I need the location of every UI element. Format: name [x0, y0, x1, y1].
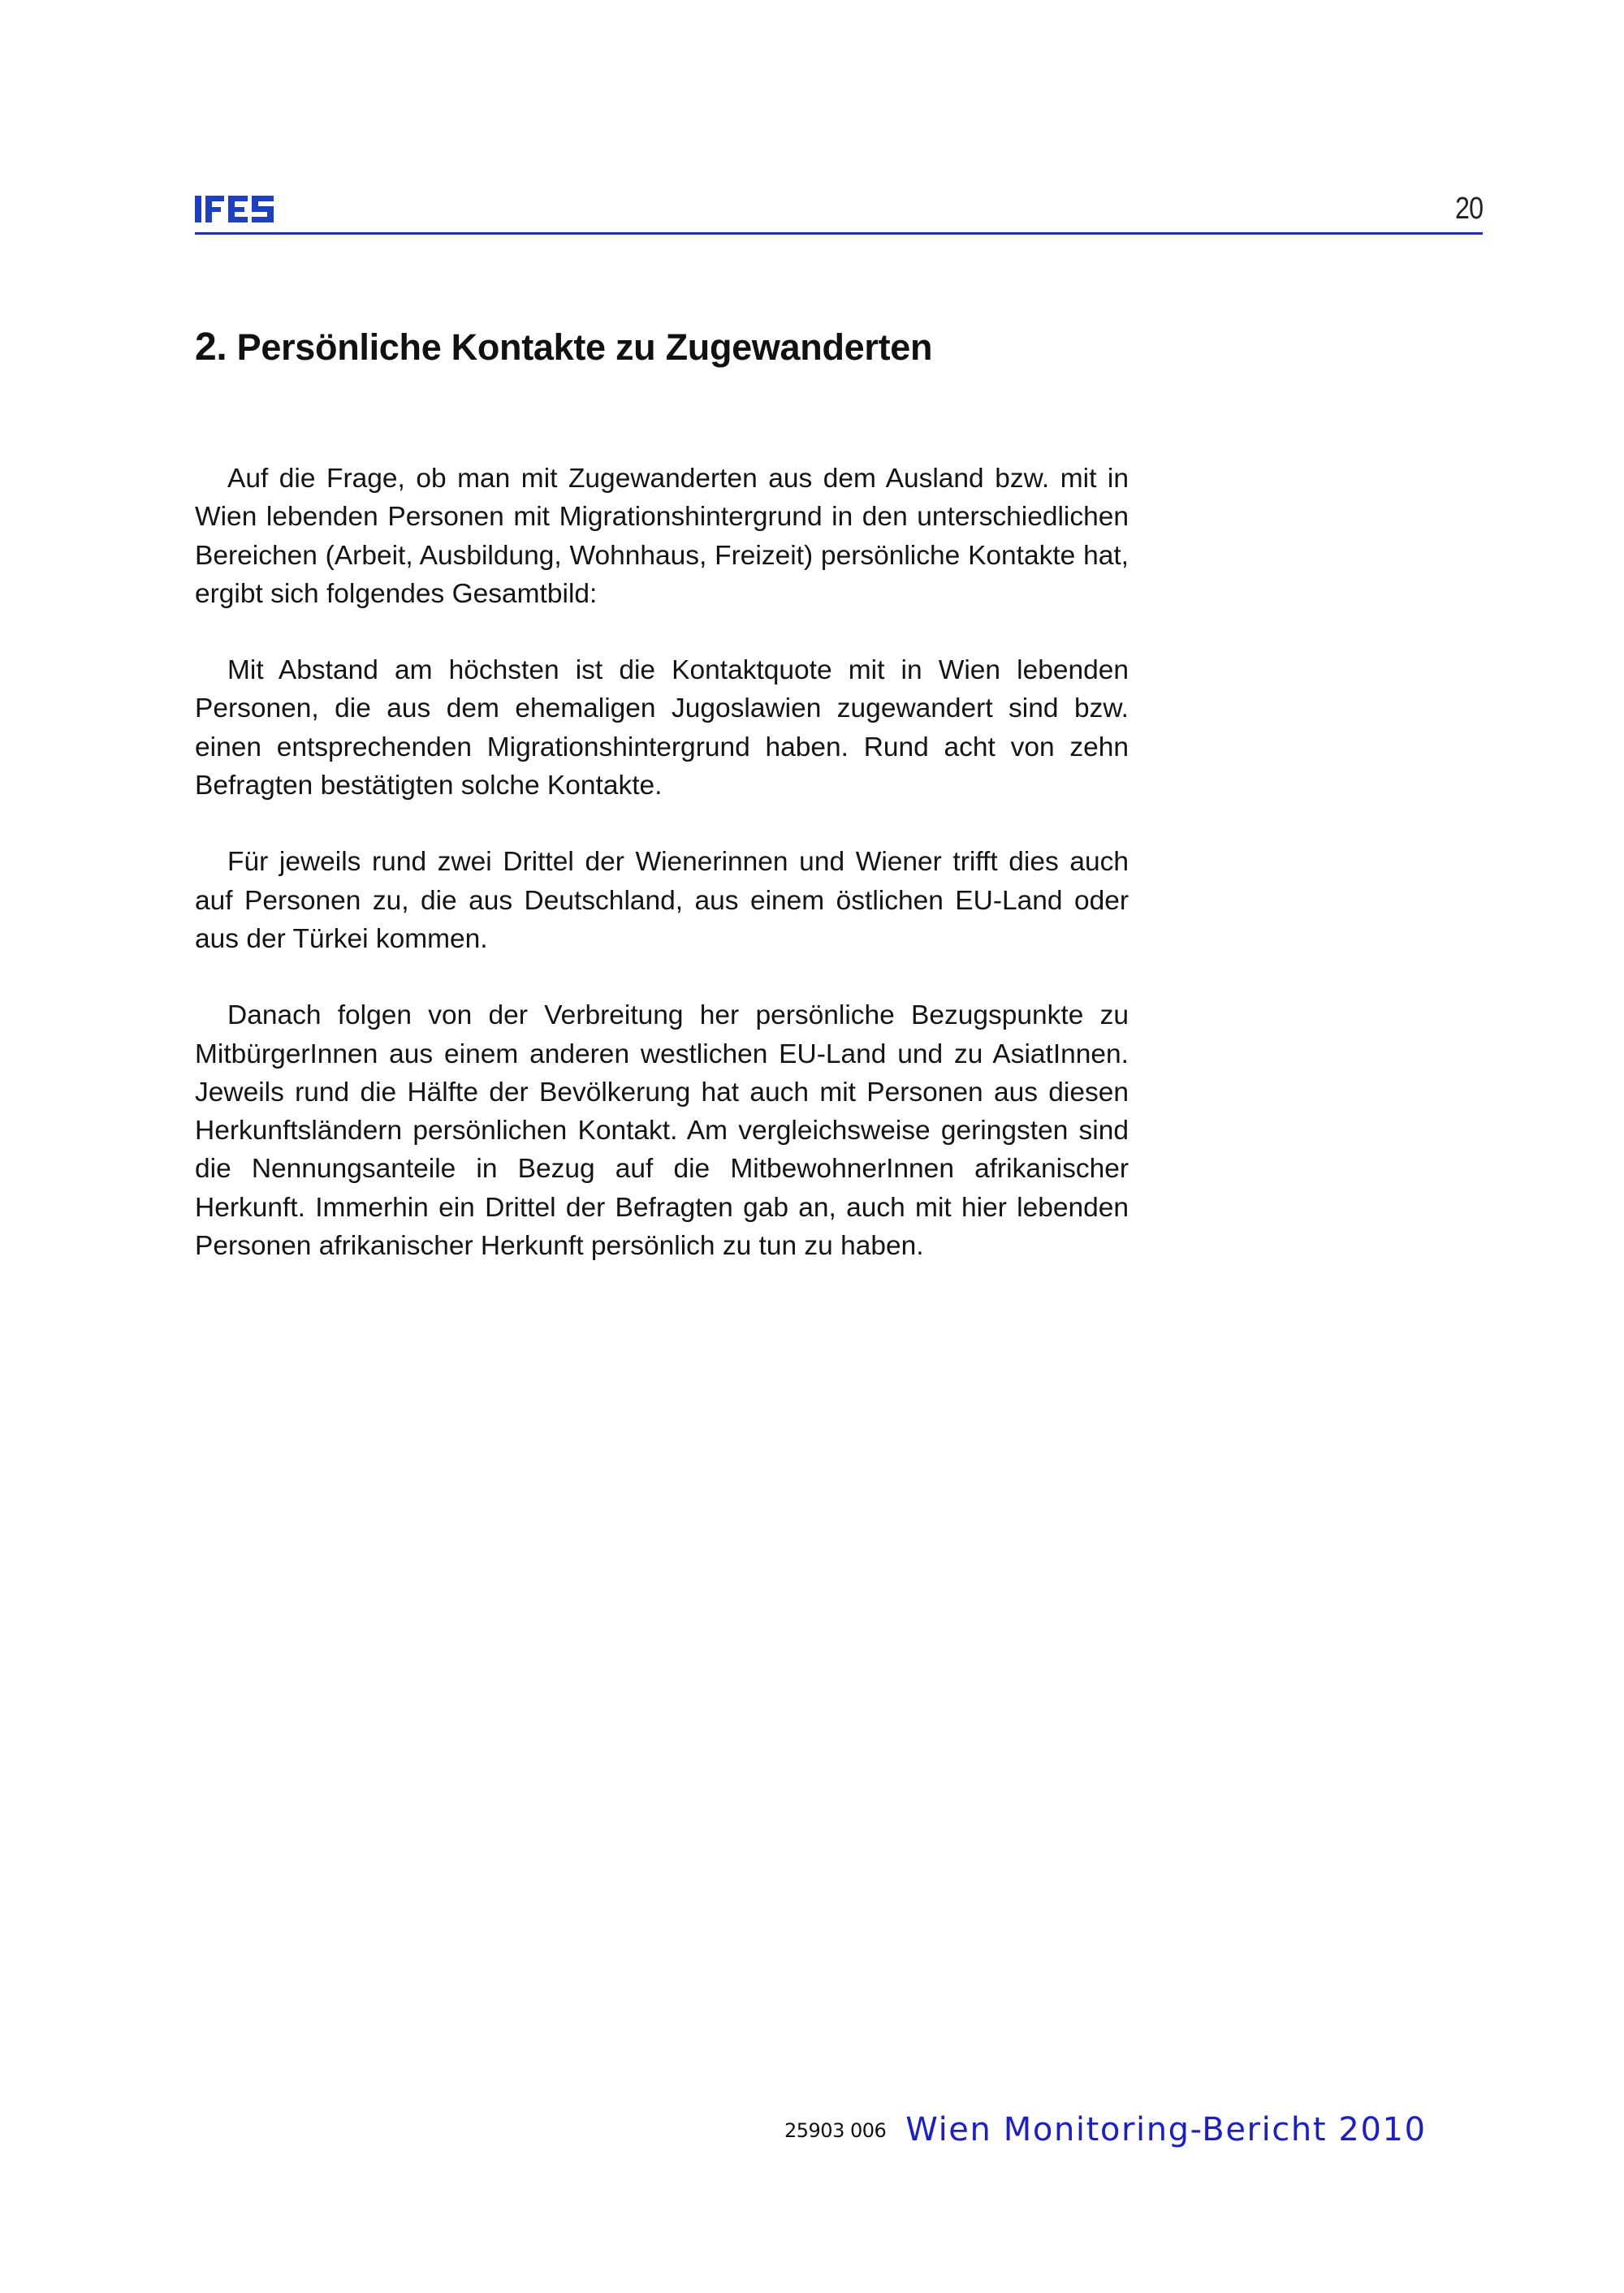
- document-number: 25903 006: [784, 2119, 887, 2142]
- page-header: [195, 190, 1483, 235]
- paragraph: Auf die Frage, ob man mit Zugewanderten aus dem Ausland bzw. mit in Wien lebenden Personen mit Migrationshintergrund in den unterschiedlichen Bereichen (Arbeit, Ausbildung, Wohnhaus, Freizeit) persönliche Kontakte hat, ergibt sich folgendes Gesamtbild:: [195, 464, 1129, 609]
- section-heading: [195, 325, 932, 369]
- paragraph: Mit Abstand am höchsten ist die Kontaktquote mit in Wien lebenden Personen, die aus dem ehemaligen Jugoslawien zugewandert sind bzw. einen entsprechenden Migrationshintergrund haben. Rund acht von zehn Befragten bestätigten solche Kontakte.: [195, 655, 1129, 801]
- section-title: Persönliche Kontakte zu Zugewanderten: [236, 326, 933, 368]
- paragraph: Für jeweils rund zwei Drittel der Wienerinnen und Wiener trifft dies auch auf Personen zu, die aus Deutschland, aus einem östlichen EU-Land oder aus der Türkei kommen.: [195, 847, 1129, 954]
- page-footer: [784, 2111, 1427, 2148]
- body-text: [195, 460, 1129, 1303]
- ifes-logo: [195, 193, 276, 226]
- section-number: 2.: [195, 326, 227, 369]
- report-title: Wien Monitoring-Bericht 2010: [905, 2111, 1427, 2148]
- page-number: 20: [1454, 192, 1483, 226]
- paragraph: Danach folgen von der Verbreitung her persönliche Bezugspunkte zu MitbürgerInnen aus einem anderen westlichen EU-Land und zu AsiatInnen. Jeweils rund die Hälfte der Bevölkerung hat auch mit Personen aus diesen Herkunftsländern persönlichen Kontakt. Am vergleichsweise geringsten sind die Nennungsanteile in Bezug auf die MitbewohnerInnen afrikanischer Herkunft. Immerhin ein Drittel der Befragten gab an, auch mit hier lebenden Personen afrikanischer Herkunft persönlich zu tun zu haben.: [195, 1000, 1129, 1262]
